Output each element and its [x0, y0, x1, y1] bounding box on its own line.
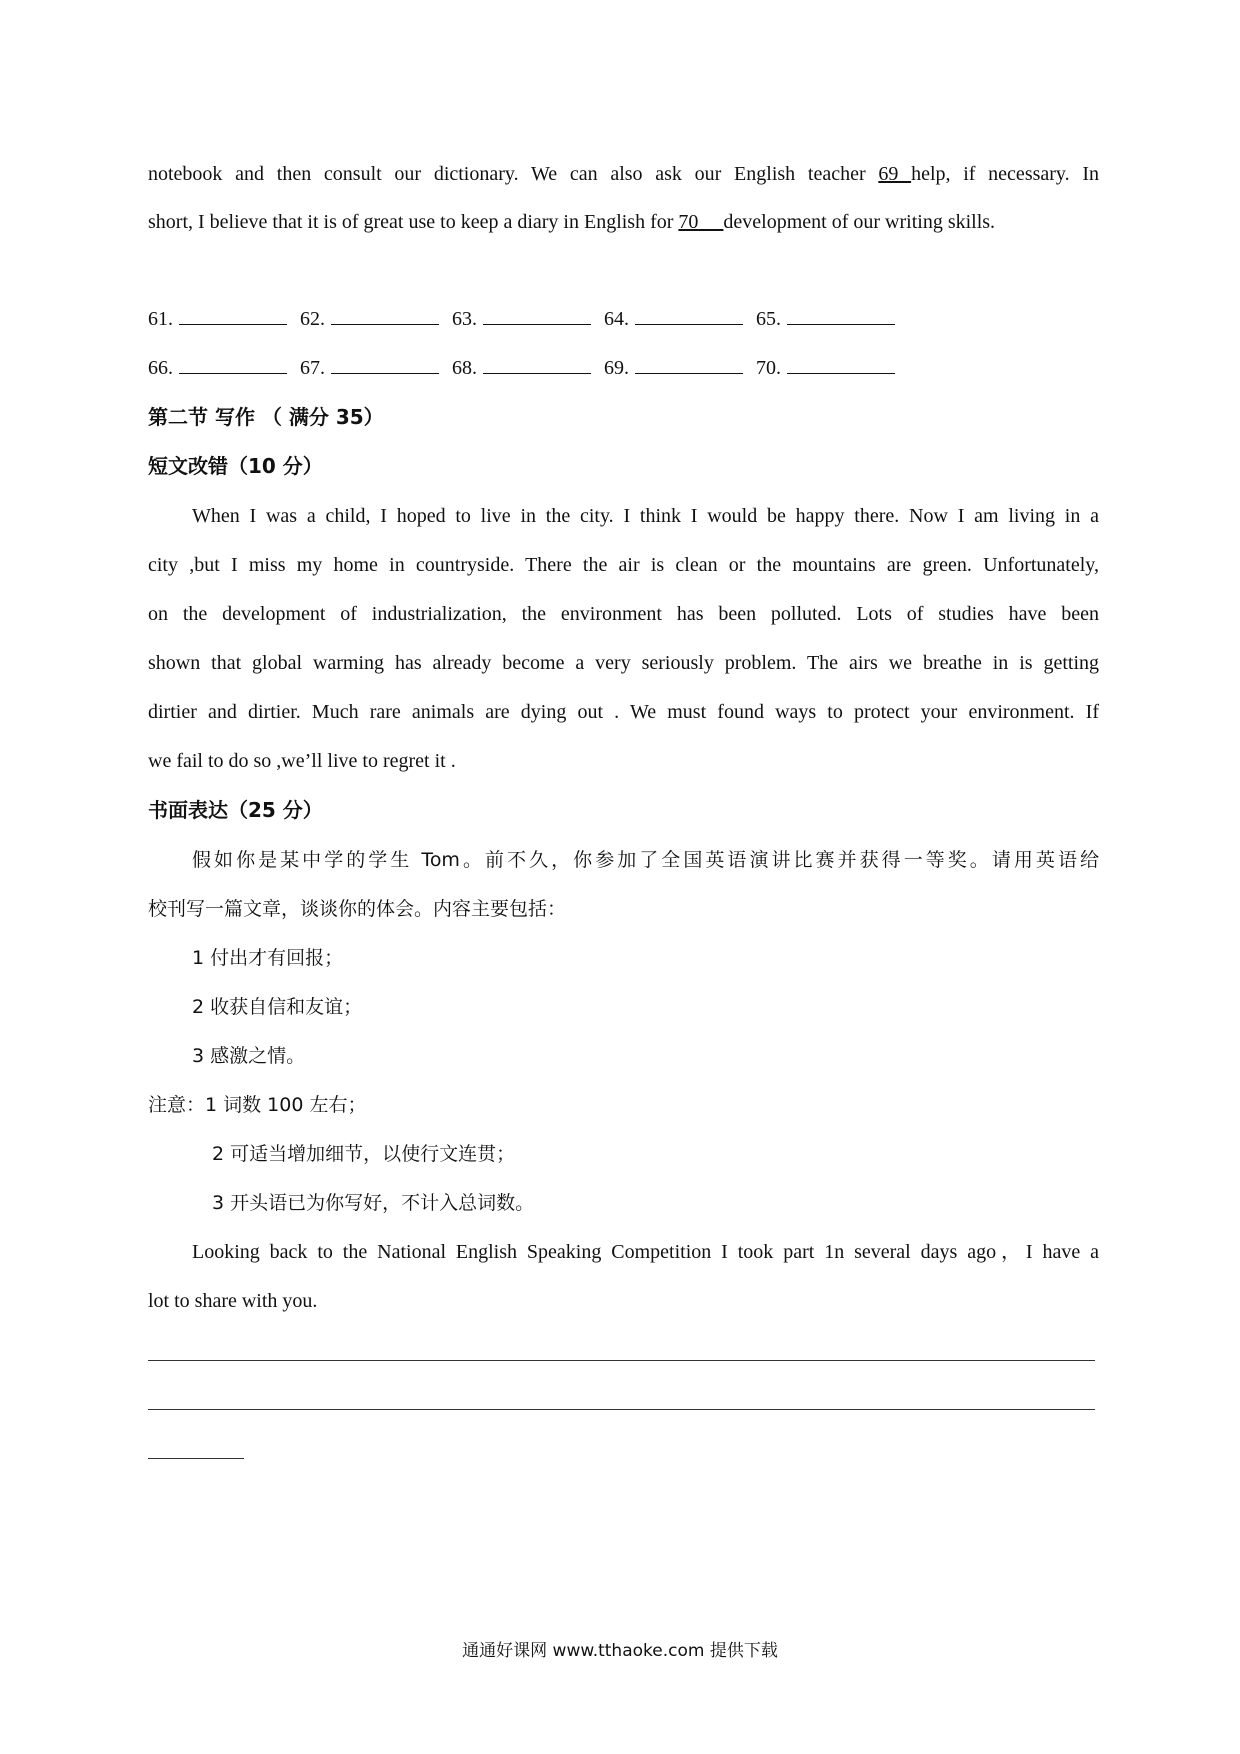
answer-blank: [331, 306, 439, 325]
correction-line: When I was a child, I hoped to live in the city. I think I would be happy there. Now I am living in a: [192, 505, 1099, 527]
passage-text: short, I believe that it is of great use to keep a diary in English for: [148, 211, 679, 233]
passage-text: development of our writing skills.: [723, 211, 996, 233]
answer-item: 61.: [148, 306, 287, 331]
opening-line: lot to share with you.: [148, 1290, 318, 1312]
writing-line[interactable]: [148, 1360, 1095, 1361]
answer-item: 66.: [148, 355, 287, 380]
writing-line[interactable]: [148, 1409, 1095, 1410]
note-item: 1 词数 100 左右；: [205, 1094, 367, 1116]
answer-item: 65.: [756, 306, 895, 331]
answer-item: 67.: [300, 355, 439, 380]
notes-label: 注意：: [148, 1094, 206, 1116]
answer-item: 64.: [604, 306, 743, 331]
writing-title: 书面表达（25 分）: [148, 798, 323, 822]
answer-blank: [179, 306, 287, 325]
notes-line: [148, 1093, 1099, 1117]
content-point: 2 收获自信和友谊；: [192, 996, 363, 1018]
answer-blank: [331, 355, 439, 374]
correction-title: 短文改错（10 分）: [148, 454, 323, 478]
answer-item: 70.: [756, 355, 895, 380]
correction-line: shown that global warming has already become a very seriously problem. The airs we breathe in is getting: [148, 652, 1099, 674]
answer-blank: [635, 306, 743, 325]
prompt-line: 假如你是某中学的学生 Tom。前不久，你参加了全国英语演讲比赛并获得一等奖。请用英语给: [192, 849, 1099, 871]
answer-row-2: [148, 355, 903, 380]
passage-line-2: [148, 210, 1099, 234]
answer-blank: [483, 306, 591, 325]
passage-text: notebook and then consult our dictionary. We can also ask our English teacher: [148, 163, 879, 185]
answer-blank: [635, 355, 743, 374]
answer-item: 63.: [452, 306, 591, 331]
content-point: 3 感激之情。: [192, 1045, 306, 1067]
passage-text: help, if necessary. In: [911, 163, 1100, 185]
correction-line: dirtier and dirtier. Much rare animals are dying out . We must found ways to protect your environment. If: [148, 701, 1099, 723]
note-item: 2 可适当增加细节，以使行文连贯；: [212, 1143, 516, 1165]
correction-line: city ,but I miss my home in countryside. There the air is clean or the mountains are green. Unfortunately,: [148, 554, 1099, 576]
content-point: 1 付出才有回报；: [192, 947, 344, 969]
blank-69: 69: [878, 163, 912, 185]
answer-blank: [787, 355, 895, 374]
section-title: 第二节 写作 （ 满分 35）: [148, 405, 384, 429]
page-footer: 通通好课网 www.tthaoke.com 提供下载: [462, 1641, 778, 1661]
answer-blank: [179, 355, 287, 374]
answer-item: 69.: [604, 355, 743, 380]
correction-line: on the development of industrialization, the environment has been polluted. Lots of studies have been: [148, 603, 1099, 625]
answer-item: 62.: [300, 306, 439, 331]
answer-item: 68.: [452, 355, 591, 380]
writing-line-short[interactable]: [148, 1458, 244, 1459]
passage-line-1: [148, 162, 1099, 186]
answer-row-1: [148, 306, 903, 331]
prompt-line: 校刊写一篇文章，谈谈你的体会。内容主要包括：: [148, 898, 567, 920]
note-item: 3 开头语已为你写好，不计入总词数。: [212, 1192, 535, 1214]
blank-70: 70: [678, 211, 699, 233]
opening-line: Looking back to the National English Speaking Competition I took part 1n several days ago，I have a: [192, 1241, 1099, 1263]
correction-line: we fail to do so ,we’ll live to regret it .: [148, 750, 456, 772]
answer-blank: [483, 355, 591, 374]
answer-blank: [787, 306, 895, 325]
